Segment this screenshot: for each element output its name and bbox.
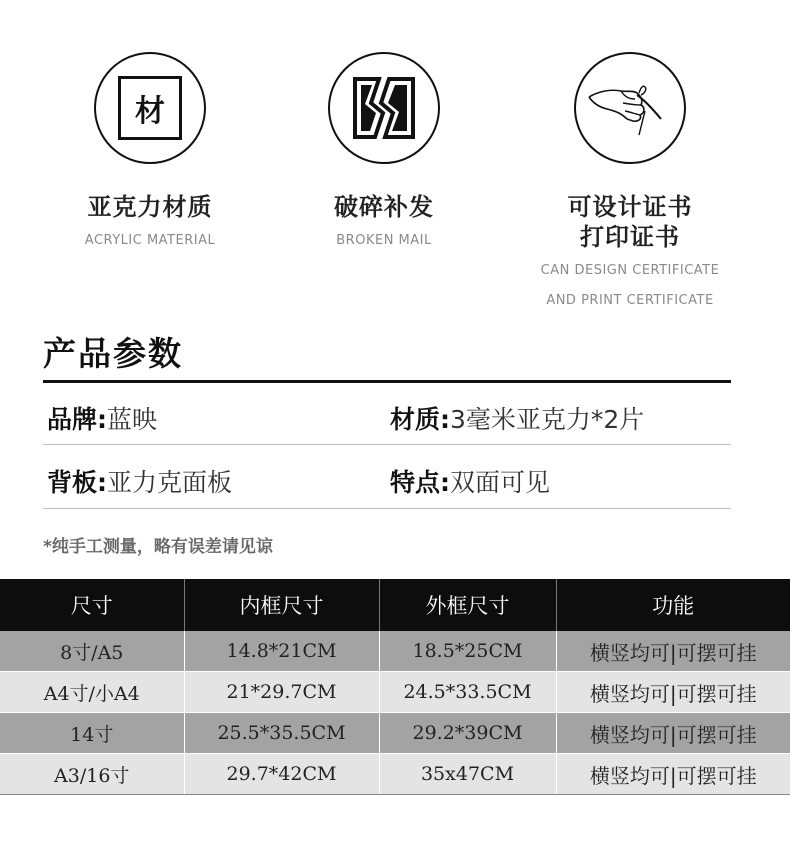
param-key: 特点: <box>390 468 450 497</box>
cell-outer-size: 24.5*33.5CM <box>379 672 556 713</box>
table-header-row <box>0 579 790 631</box>
cell-inner-size: 25.5*35.5CM <box>184 713 379 754</box>
cell-size: A3/16寸 <box>0 754 184 795</box>
table-row <box>0 754 790 795</box>
cell-size: A4寸/小A4 <box>0 672 184 713</box>
feature-circle <box>328 52 440 164</box>
feature-title: 亚克力材质 <box>87 193 213 221</box>
feature-circle <box>94 52 206 164</box>
cell-outer-size: 29.2*39CM <box>379 713 556 754</box>
feature-subtitle: CAN DESIGN CERTIFICATE <box>540 263 720 278</box>
param-backboard <box>47 463 232 499</box>
divider <box>43 508 731 509</box>
feature-circle <box>574 52 686 164</box>
feature-subtitle: ACRYLIC MATERIAL <box>84 233 216 248</box>
signing-hand-icon <box>585 73 675 143</box>
param-brand <box>47 400 157 436</box>
column-header: 功能 <box>556 579 790 631</box>
size-table <box>0 579 790 795</box>
broken-frame-icon <box>349 73 419 143</box>
cell-inner-size: 21*29.7CM <box>184 672 379 713</box>
feature-subtitle: BROKEN MAIL <box>336 233 432 248</box>
cell-size: 8寸/A5 <box>0 631 184 672</box>
feature-title-line2: 打印证书 <box>580 223 680 251</box>
section-title: 产品参数 <box>43 334 183 373</box>
table-row <box>0 672 790 713</box>
param-value: 亚力克面板 <box>107 468 233 497</box>
cell-function: 横竖均可|可摆可挂 <box>556 754 790 795</box>
feature-acrylic-material <box>20 52 280 256</box>
column-header: 内框尺寸 <box>184 579 379 631</box>
feature-certificate <box>500 52 760 316</box>
cell-outer-size: 18.5*25CM <box>379 631 556 672</box>
param-value: 双面可见 <box>450 468 551 497</box>
measurement-note: *纯手工测量，略有误差请见谅 <box>43 537 273 557</box>
material-icon: 材 <box>118 76 182 140</box>
column-header: 尺寸 <box>0 579 184 631</box>
param-key: 背板: <box>47 468 107 497</box>
param-key: 材质: <box>390 405 450 434</box>
cell-size: 14寸 <box>0 713 184 754</box>
feature-subtitle-line2: AND PRINT CERTIFICATE <box>546 293 714 308</box>
param-value: 蓝映 <box>107 405 158 434</box>
feature-broken-mail <box>254 52 514 256</box>
divider <box>43 444 731 445</box>
cell-function: 横竖均可|可摆可挂 <box>556 631 790 672</box>
cell-function: 横竖均可|可摆可挂 <box>556 672 790 713</box>
param-key: 品牌: <box>47 405 107 434</box>
param-value: 3毫米亚克力*2片 <box>450 405 645 434</box>
cell-inner-size: 29.7*42CM <box>184 754 379 795</box>
param-material <box>390 400 644 436</box>
divider <box>43 380 731 383</box>
feature-title: 破碎补发 <box>334 193 434 221</box>
cell-function: 横竖均可|可摆可挂 <box>556 713 790 754</box>
column-header: 外框尺寸 <box>379 579 556 631</box>
feature-title: 可设计证书 <box>567 193 693 221</box>
table-row <box>0 713 790 754</box>
cell-outer-size: 35x47CM <box>379 754 556 795</box>
table-row <box>0 631 790 672</box>
cell-inner-size: 14.8*21CM <box>184 631 379 672</box>
param-feature <box>390 463 550 499</box>
